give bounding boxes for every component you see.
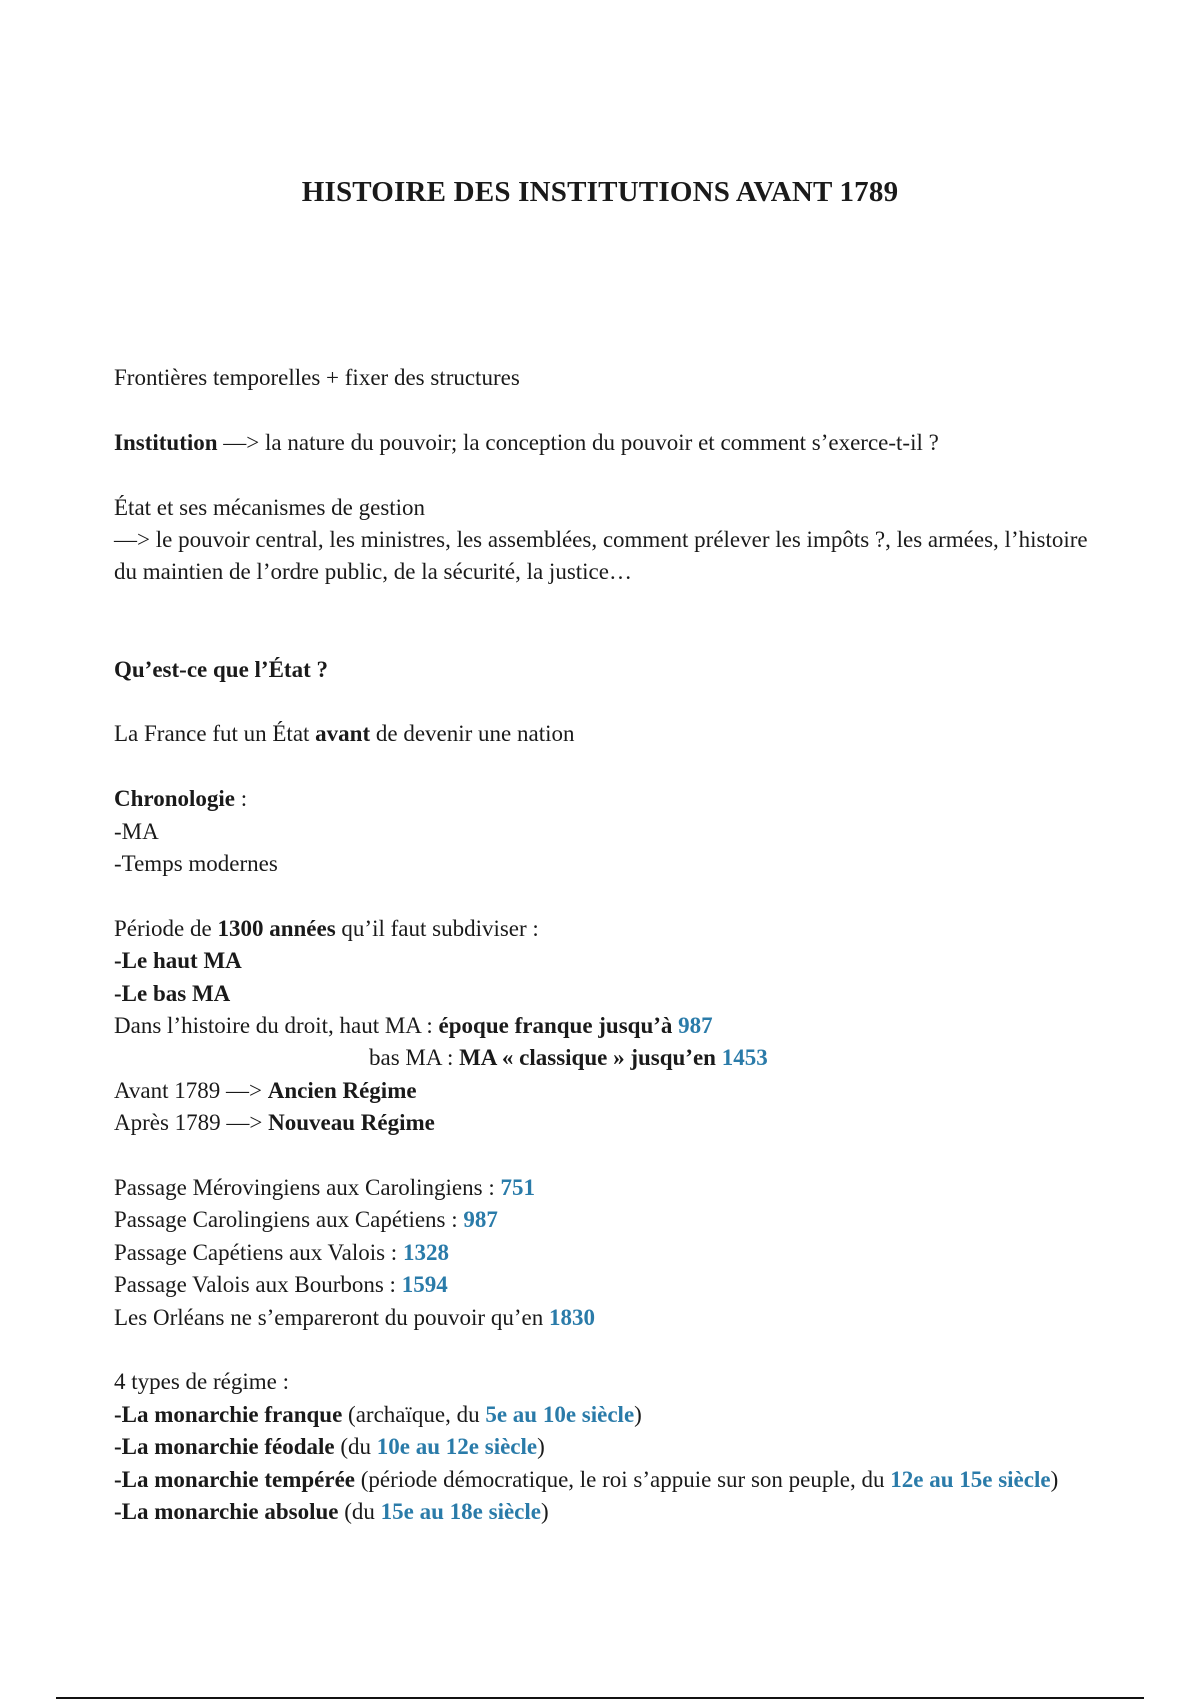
institution-definition: la nature du pouvoir; la conception du pouvoir et comment s’exerce-t-il ? — [265, 429, 939, 455]
haut-ma-line: Dans l’histoire du droit, haut MA : époque franque jusqu’à 987 — [114, 1013, 713, 1039]
footer-rule — [56, 1697, 1144, 1699]
year-highlight: 987 — [678, 1013, 713, 1039]
year-highlight: 987 — [463, 1207, 498, 1233]
institution-term: Institution — [114, 429, 218, 455]
regime-item: -La monarchie tempérée (période démocratique, le roi s’appuie sur son peuple, du 12e au 15e siècle) — [114, 1466, 1059, 1492]
passage-line: Passage Valois aux Bourbons : 1594 — [114, 1272, 448, 1298]
chronologie-item: -MA — [114, 818, 159, 844]
document-body — [114, 362, 1094, 1529]
year-highlight: 1328 — [402, 1239, 449, 1265]
year-highlight: 1453 — [721, 1045, 768, 1071]
year-highlight: 1830 — [548, 1304, 595, 1330]
year-highlight: 1594 — [401, 1272, 448, 1298]
regime-item: -La monarchie féodale (du 10e au 12e siècle) — [114, 1434, 545, 1460]
france-line: La France fut un État avant de devenir une nation — [114, 721, 575, 747]
passage-line: Passage Mérovingiens aux Carolingiens : 751 — [114, 1175, 535, 1201]
etat-heading: État et ses mécanismes de gestion — [114, 494, 426, 520]
regime-item: -La monarchie franque (archaïque, du 5e au 10e siècle) — [114, 1401, 642, 1427]
passage-line: Passage Carolingiens aux Capétiens : 987 — [114, 1207, 498, 1233]
regime-item: -La monarchie absolue (du 15e au 18e siècle) — [114, 1499, 549, 1525]
passage-line: Les Orléans ne s’empareront du pouvoir qu’en 1830 — [114, 1304, 595, 1330]
chronologie-item: -Temps modernes — [114, 851, 278, 877]
periode-line: Période de 1300 années qu’il faut subdiviser : — [114, 915, 539, 941]
avant-1789-line: Avant 1789 —> Ancien Régime — [114, 1077, 417, 1103]
passage-line: Passage Capétiens aux Valois : 1328 — [114, 1239, 449, 1265]
document-title: HISTOIRE DES INSTITUTIONS AVANT 1789 — [301, 176, 899, 208]
periode-item: -Le bas MA — [114, 980, 231, 1006]
regimes-heading: 4 types de régime : — [114, 1369, 290, 1395]
intro-line: Frontières temporelles + fixer des structures — [114, 365, 520, 390]
apres-1789-line: Après 1789 —> Nouveau Régime — [114, 1110, 435, 1136]
year-highlight: 751 — [500, 1175, 535, 1201]
section-question: Qu’est-ce que l’État ? — [114, 656, 328, 682]
institution-line: Institution —> la nature du pouvoir; la conception du pouvoir et comment s’exerce-t-il ? — [114, 429, 939, 455]
bas-ma-line: bas MA : MA « classique » jusqu’en 1453 — [369, 1045, 768, 1071]
etat-detail: —> le pouvoir central, les ministres, les assemblées, comment prélever les impôts ?, les armées, l’histoire du maintien de l’ordre public, de la sécurité, la justice… — [114, 527, 1088, 585]
chronologie-heading: Chronologie : — [114, 786, 248, 812]
periode-item: -Le haut MA — [114, 948, 242, 974]
